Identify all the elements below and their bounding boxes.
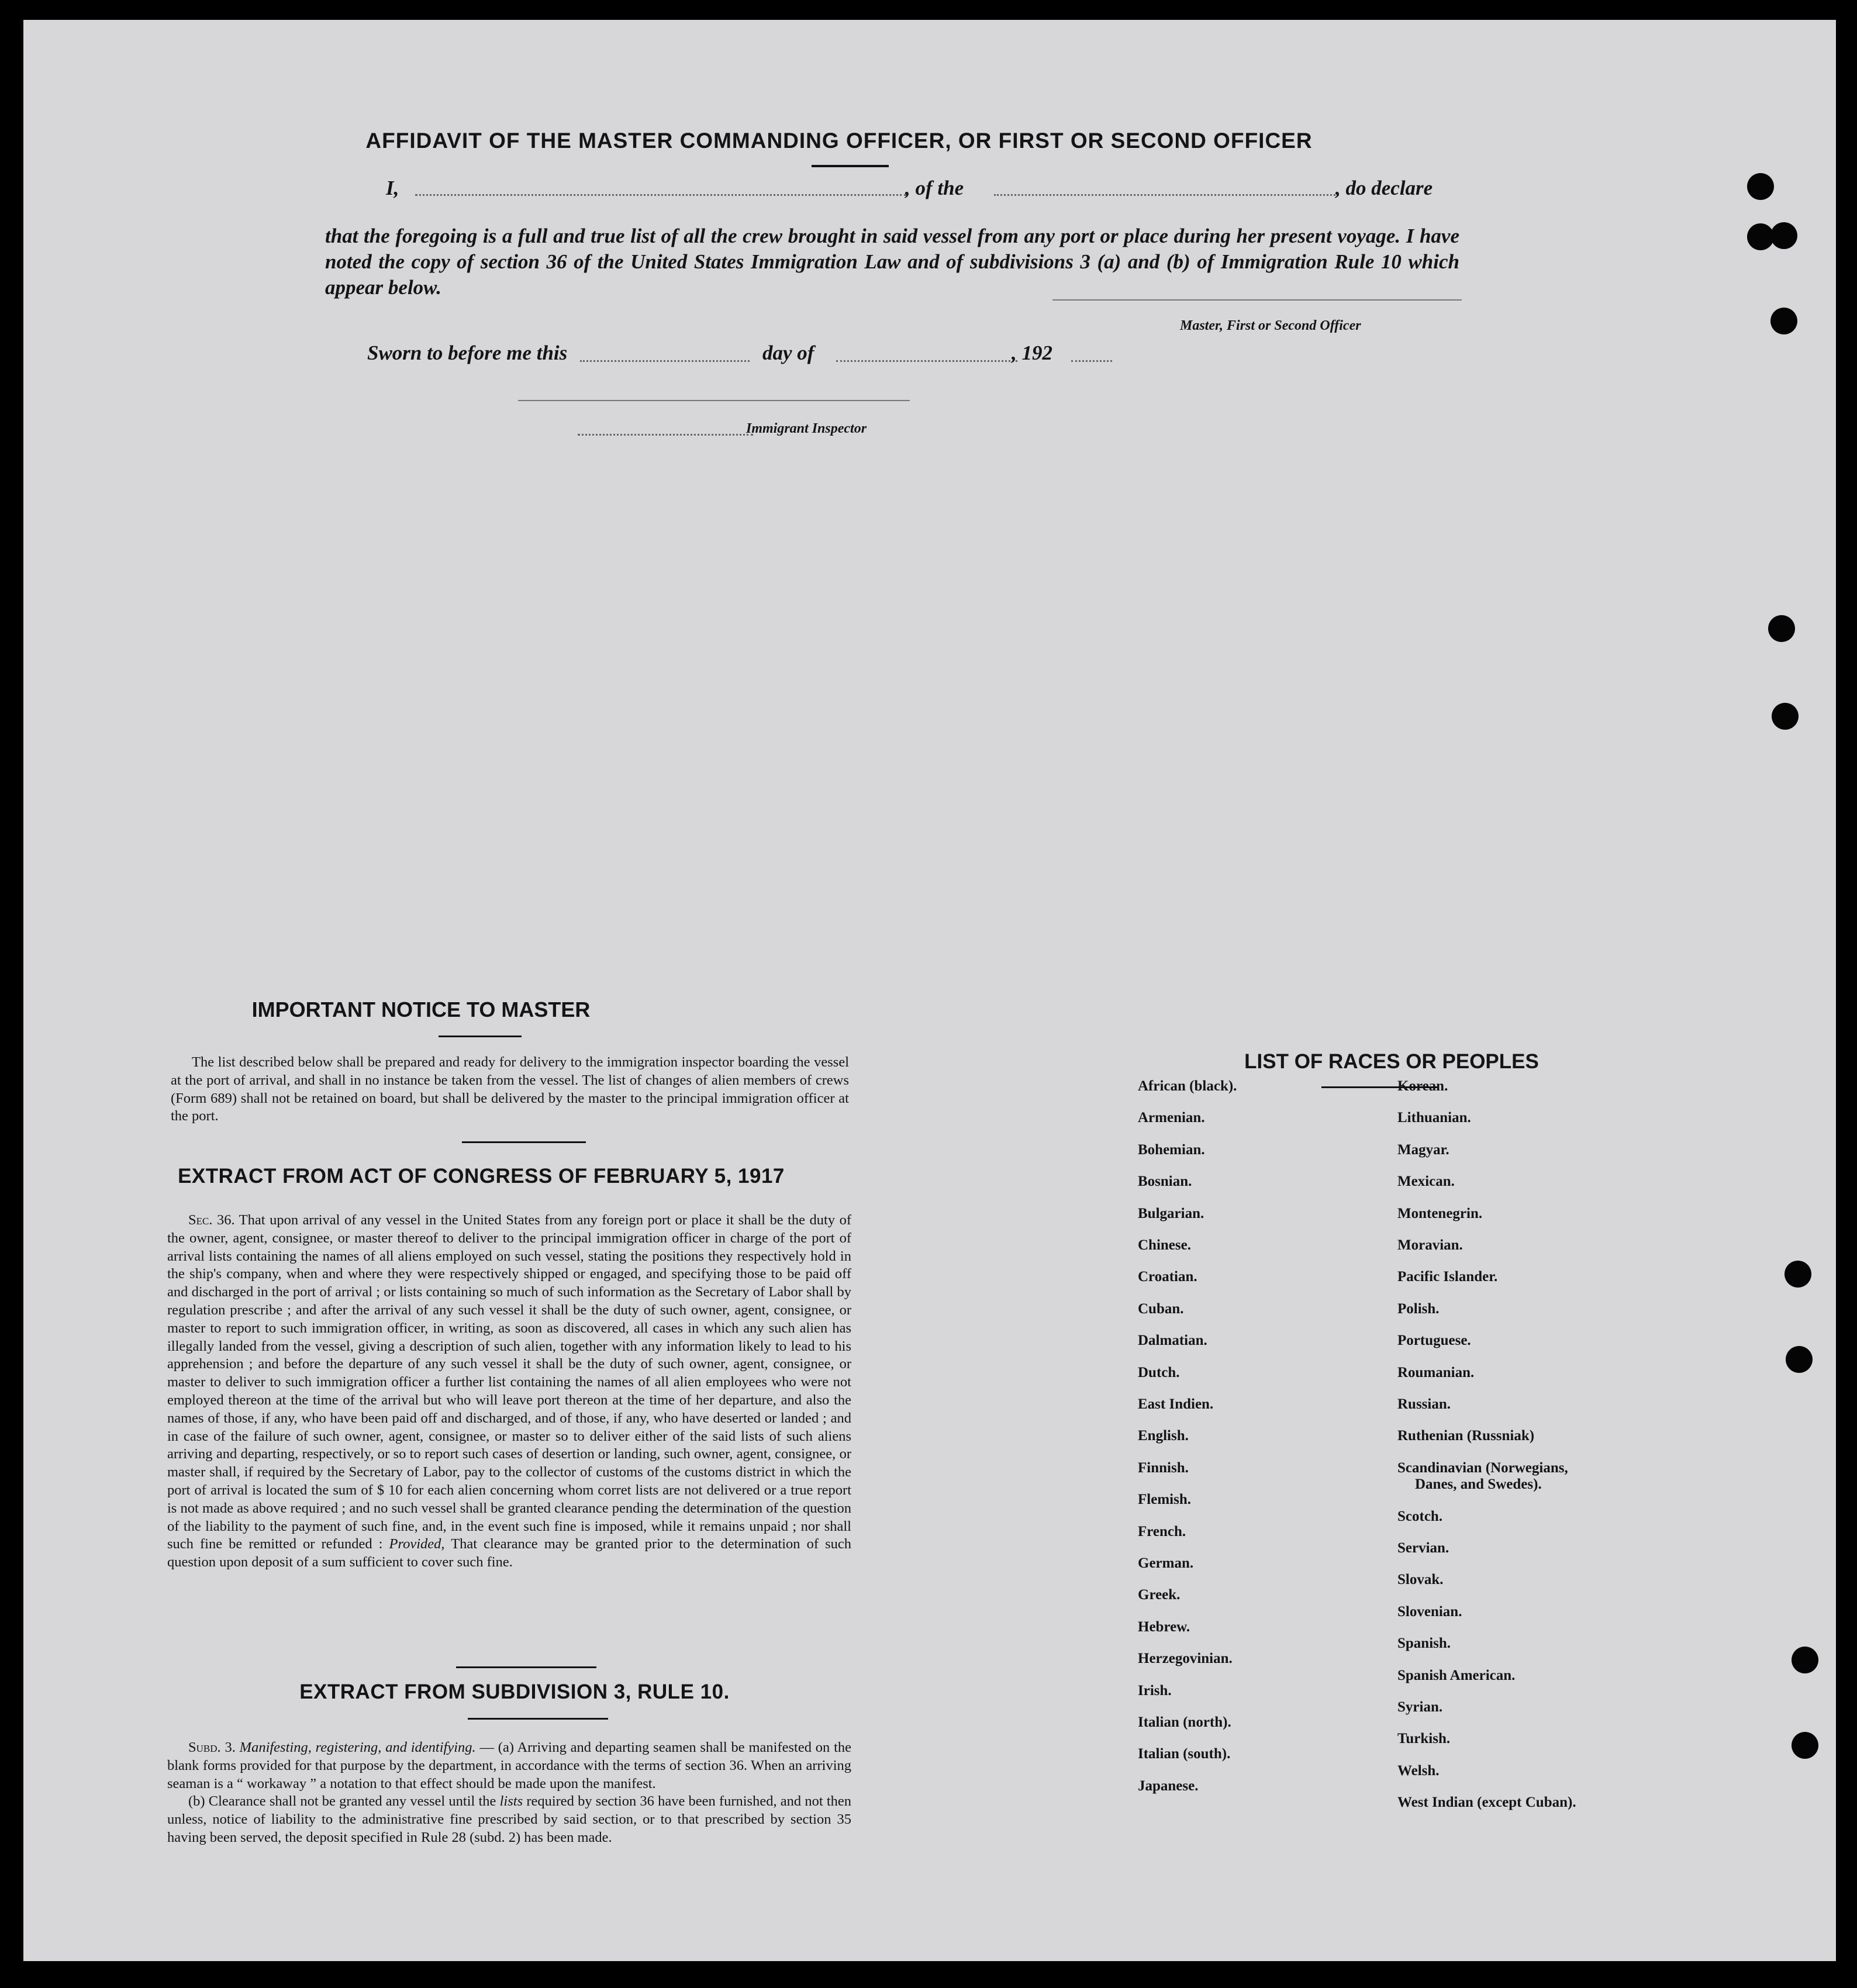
affidavit-body: that the foregoing is a full and true list of all the crew brought in said vessel from any port or place during her present voyage. I have noted the copy of section 36 of the United States Immigration Law and of subdivisions 3 (a) and (b) of Immigration Rule 10 which appear below. (325, 225, 1459, 299)
race-item: Japanese. (1138, 1778, 1199, 1794)
race-item: Roumanian. (1397, 1364, 1475, 1380)
act-title: EXTRACT FROM ACT OF CONGRESS OF FEBRUARY 5, 1917 (178, 1165, 785, 1188)
race-item: Spanish American. (1397, 1667, 1516, 1683)
race-item: Herzegovinian. (1138, 1651, 1233, 1667)
provided-label: Provided, (389, 1536, 445, 1552)
race-item: Bulgarian. (1138, 1205, 1204, 1221)
race-item: Montenegrin. (1397, 1205, 1483, 1221)
race-item: Croatian. (1138, 1269, 1197, 1285)
race-item: Turkish. (1397, 1731, 1451, 1747)
race-item: Chinese. (1138, 1237, 1191, 1253)
race-item: Flemish. (1138, 1492, 1191, 1508)
section-divider (456, 1666, 596, 1668)
race-item: Dalmatian. (1138, 1333, 1207, 1349)
notice-underline (439, 1036, 522, 1037)
affidavit-title: AFFIDAVIT OF THE MASTER COMMANDING OFFICER, OR FIRST OR SECOND OFFICER (365, 129, 1313, 153)
race-item: Polish. (1397, 1300, 1440, 1317)
day-blank[interactable] (580, 360, 750, 362)
punch-hole (1770, 222, 1797, 249)
race-item: African (black). (1138, 1078, 1237, 1094)
act-text (167, 1212, 851, 1572)
name-blank[interactable] (415, 194, 906, 196)
signature-line[interactable] (1052, 299, 1462, 301)
notice-paragraph: The list described below shall be prepared and ready for delivery to the immigration inspector boarding the vessel at the port of arrival, and shall in no instance be taken from the vessel. The list of changes of alien members of crews (Form 689) shall not be retained on board, but shall be delivered by the master to the principal immigration officer at the port. (171, 1054, 849, 1124)
race-item: Moravian. (1397, 1237, 1463, 1253)
notice-title: IMPORTANT NOTICE TO MASTER (251, 998, 591, 1021)
race-item: Irish. (1138, 1682, 1172, 1699)
race-item: Greek. (1138, 1587, 1181, 1603)
signature-label: Master, First or Second Officer (1180, 318, 1361, 333)
vessel-blank[interactable] (994, 194, 1339, 196)
race-item: Korean. (1397, 1078, 1448, 1094)
subd-label: Subd. 3. (188, 1740, 236, 1755)
punch-hole (1772, 703, 1799, 730)
month-blank[interactable] (836, 360, 1017, 362)
race-item: Portuguese. (1397, 1333, 1471, 1349)
race-item: Spanish. (1397, 1635, 1451, 1652)
punch-hole (1770, 308, 1797, 334)
race-item: Danes, and Swedes). (1415, 1476, 1542, 1493)
race-item: West Indian (except Cuban). (1397, 1794, 1576, 1811)
inspector-label: Immigrant Inspector (746, 421, 867, 436)
race-item: Bohemian. (1138, 1141, 1205, 1158)
affidavit-do-declare: , do declare (1335, 177, 1433, 199)
rule-title: EXTRACT FROM SUBDIVISION 3, RULE 10. (299, 1680, 730, 1703)
race-item: Mexican. (1397, 1174, 1455, 1190)
race-item: Armenian. (1138, 1110, 1205, 1126)
race-item: Slovenian. (1397, 1603, 1462, 1620)
document-sheet (23, 20, 1836, 1961)
race-item: Slovak. (1397, 1572, 1444, 1588)
punch-hole (1747, 173, 1774, 200)
race-item: Ruthenian (Russniak) (1397, 1428, 1535, 1444)
race-item: Scotch. (1397, 1508, 1443, 1524)
para-b-end: required by section 36 have been furnished, and not then unless, notice of liability to the administrative fine prescribed by said section, or to that prescribed by section 35 having been served, the deposit specified in Rule 28 (subd. 2) has been made. (167, 1793, 852, 1845)
act-body-end: That clearance may be granted prior to the determination of such question upon deposit of a sum sufficient to cover such fine. (167, 1536, 852, 1571)
punch-hole (1768, 615, 1795, 642)
rule-text (167, 1739, 851, 1847)
year-blank[interactable] (1071, 360, 1112, 362)
race-item: French. (1138, 1523, 1186, 1540)
title-underline (812, 165, 889, 167)
race-item: Pacific Islander. (1397, 1269, 1498, 1285)
act-body: That upon arrival of any vessel in the United States from any foreign port or place it shall be the duty of the owner, agent, consignee, or master thereof to deliver to the principal immigration officer in charge of the port of arrival lists containing the names of all aliens employed on such vessel, stating the positions they respectively hold in the ship's company, when and where they were respectively shipped or engaged, and specifying those to be paid off and discharged in the port of arrival ; or lists containing so much of such information as the Secretary of Labor shall by regulation prescribe ; and after the arrival of any such vessel it shall be the duty of such owner, agent, consignee, or master to report to such immigration officer, in writing, as soon as discovered, all cases in which any such alien has illegally landed from the vessel, giving a description of such alien, together with any information likely to lead to his apprehension ; and before the departure of any such vessel it shall be the duty of such owner, agent, consignee, or master to deliver to such immigration officer a further list containing the names of all alien employees who were not employed thereon at the time of the arrival but who will leave port thereon at the time of her departure, and also the names of those, if any, who have been paid off and discharged, and of those, if any, who have deserted or landed ; and in case of the failure of such owner, agent, consignee, or master so to deliver either of the said lists of such aliens arriving and departing, respectively, or so to report such cases of desertion or landing, such owner, agent, consignee, or master shall, if required by the Secretary of Labor, pay to the collector of customs of the customs district in which the port of arrival is located the sum of $ 10 for each alien concerning whom corret lists are not delivered or a true report is not made as above required ; and no such vessel shall be granted clearance pending the determination of the question of the liability to the payment of such fine, and, in the event such fine is imposed, while it remains unpaid ; nor shall such fine be remitted or refunded : (167, 1212, 851, 1552)
section-divider (462, 1141, 586, 1143)
race-item: Bosnian. (1138, 1174, 1192, 1190)
inspector-line[interactable] (518, 400, 910, 401)
race-item: Lithuanian. (1397, 1110, 1471, 1126)
race-item: Welsh. (1397, 1762, 1440, 1779)
race-item: Syrian. (1397, 1699, 1443, 1715)
para-b-start: (b) Clearance shall not be granted any vessel until the (188, 1793, 496, 1810)
punch-hole (1792, 1732, 1818, 1759)
affidavit-i: I, (386, 177, 399, 199)
subd-italic: Manifesting, registering, and identifying. (239, 1740, 476, 1755)
para-b-lists: lists (499, 1793, 523, 1810)
race-item: Scandinavian (Norwegians, (1397, 1459, 1568, 1476)
race-item: Cuban. (1138, 1300, 1184, 1317)
race-item: Italian (south). (1138, 1746, 1231, 1762)
rule-underline (468, 1718, 608, 1720)
race-item: Russian. (1397, 1396, 1451, 1412)
race-item: Dutch. (1138, 1364, 1180, 1380)
para-a: — (a) Arriving and departing seamen shall be manifested on the blank forms provided for that purpose by the department, in accordance with the terms of section 36. When an arriving seaman is a “ workaway ” a notation to that effect should be made upon the manifest. (167, 1740, 851, 1792)
punch-hole (1786, 1346, 1813, 1373)
sec-label: Sec. 36. (188, 1212, 235, 1228)
race-item: English. (1138, 1428, 1189, 1444)
sworn-prefix: Sworn to before me this (367, 341, 568, 364)
inspector-lead (578, 434, 753, 436)
punch-hole (1784, 1261, 1811, 1288)
sworn-day-of: day of (762, 341, 814, 364)
punch-hole (1792, 1647, 1818, 1673)
notice-text (171, 1054, 849, 1126)
race-item: Finnish. (1138, 1459, 1189, 1476)
race-item: Hebrew. (1138, 1618, 1190, 1635)
race-item: Servian. (1397, 1540, 1449, 1556)
race-item: East Indien. (1138, 1396, 1214, 1412)
races-title: LIST OF RACES OR PEOPLES (1244, 1050, 1539, 1073)
race-item: German. (1138, 1555, 1194, 1571)
race-item: Magyar. (1397, 1141, 1449, 1158)
race-item: Italian (north). (1138, 1714, 1231, 1730)
affidavit-of-the: , of the (905, 177, 964, 199)
sworn-year: , 192 (1012, 341, 1052, 364)
